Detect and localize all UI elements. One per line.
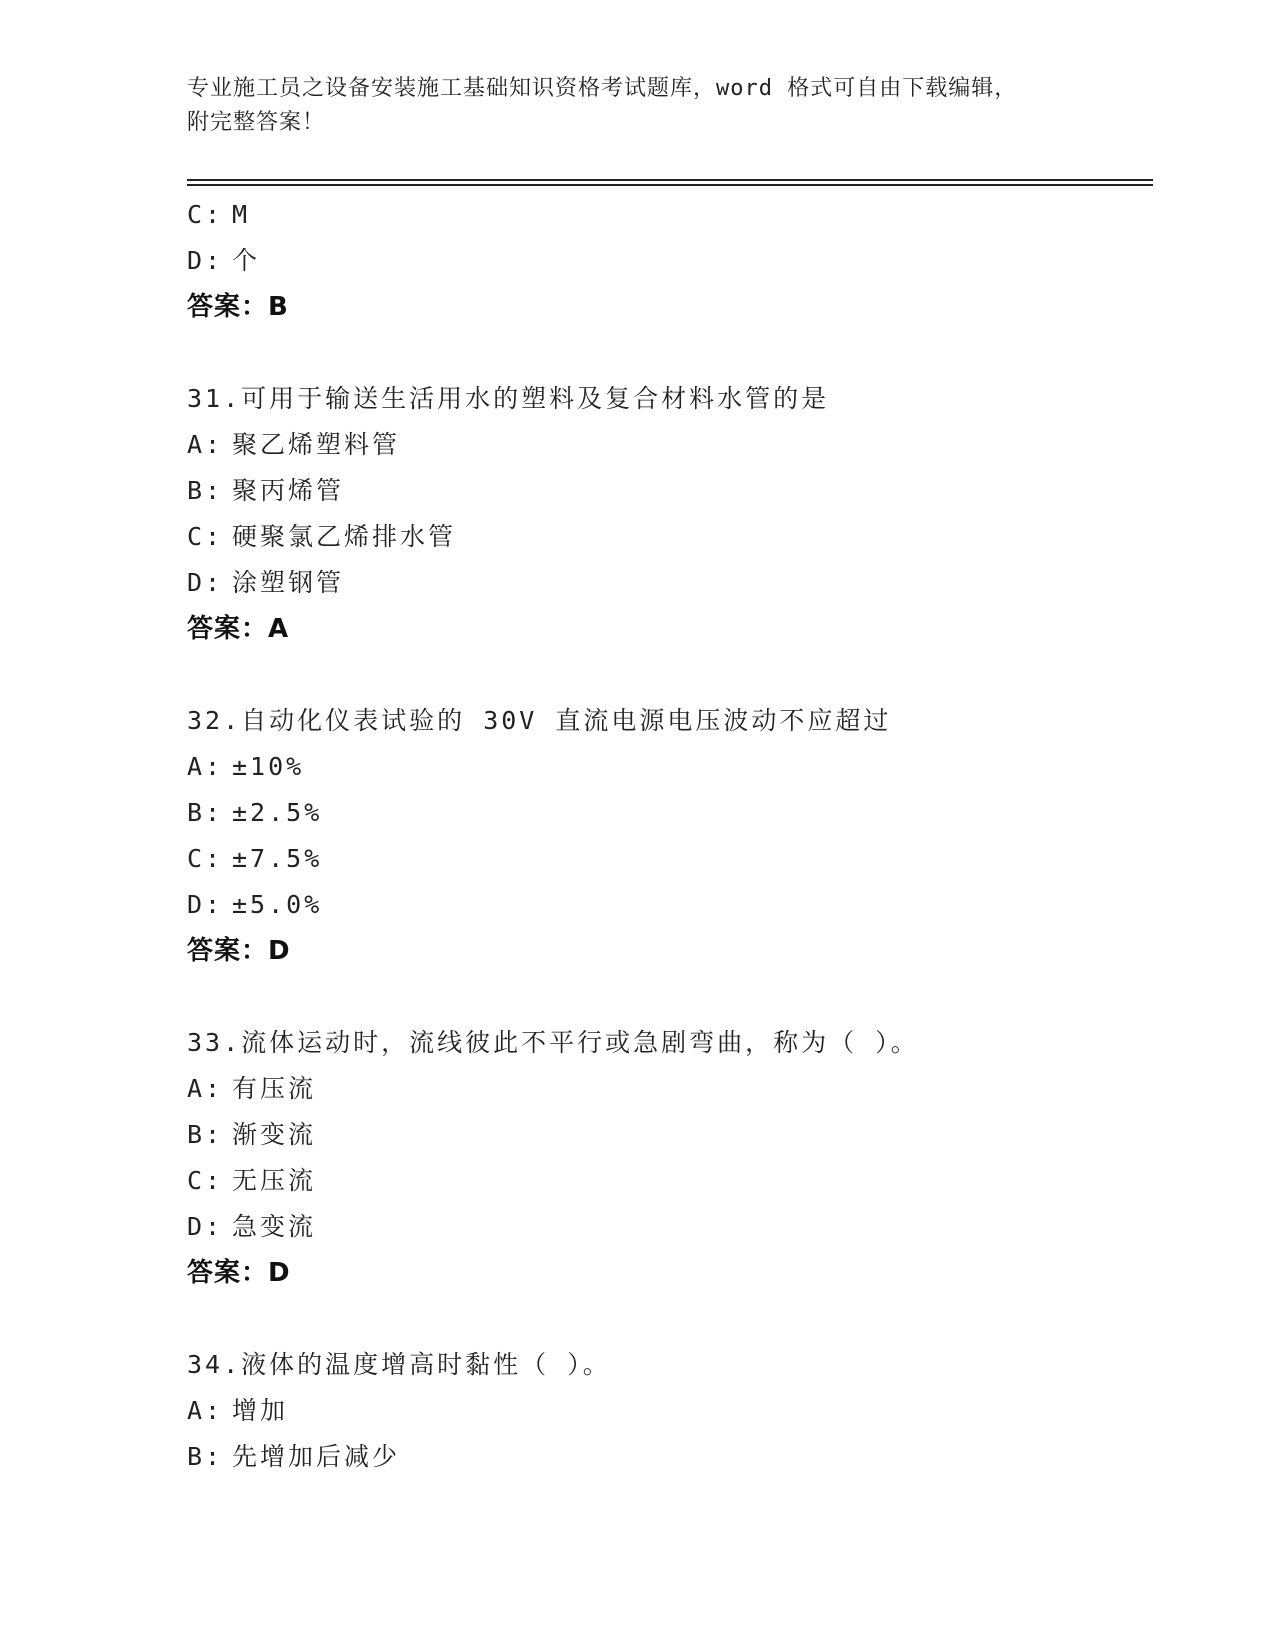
answer-line: 答案：D bbox=[187, 1258, 291, 1288]
option-text: 渐变流 bbox=[232, 1120, 317, 1149]
option-text: ±7.5% bbox=[232, 844, 323, 873]
option-row bbox=[187, 1204, 1153, 1250]
option-key: A: bbox=[187, 1396, 224, 1425]
option-key: A: bbox=[187, 1074, 224, 1103]
spacer bbox=[187, 652, 1153, 698]
option-row bbox=[187, 468, 1153, 514]
question-stem: 31.可用于输送生活用水的塑料及复合材料水管的是 bbox=[187, 384, 830, 413]
spacer bbox=[187, 1296, 1153, 1342]
header-line-1: 专业施工员之设备安装施工基础知识资格考试题库，word 格式可自由下载编辑， bbox=[187, 76, 1018, 101]
option-key: A: bbox=[187, 752, 224, 781]
option-row bbox=[187, 238, 1153, 284]
option-key: D: bbox=[187, 1212, 224, 1241]
answer-line: 答案：B bbox=[187, 292, 289, 322]
spacer bbox=[187, 330, 1153, 376]
document-header bbox=[187, 72, 1087, 140]
option-text: 急变流 bbox=[232, 1212, 317, 1241]
option-key: B: bbox=[187, 1442, 224, 1471]
option-row bbox=[187, 514, 1153, 560]
option-text: 聚乙烯塑料管 bbox=[232, 430, 401, 459]
question-stem: 34.液体的温度增高时黏性（ ）。 bbox=[187, 1350, 611, 1379]
option-key: C: bbox=[187, 1166, 224, 1195]
option-row bbox=[187, 1388, 1153, 1434]
option-row bbox=[187, 1066, 1153, 1112]
option-key: B: bbox=[187, 476, 224, 505]
option-key: A: bbox=[187, 430, 224, 459]
option-key: C: bbox=[187, 200, 224, 229]
option-row bbox=[187, 836, 1153, 882]
option-key: D: bbox=[187, 890, 224, 919]
option-key: D: bbox=[187, 568, 224, 597]
option-row bbox=[187, 790, 1153, 836]
option-key: B: bbox=[187, 1120, 224, 1149]
answer-line: 答案：A bbox=[187, 614, 290, 644]
option-text: 先增加后减少 bbox=[232, 1442, 401, 1471]
question-list bbox=[187, 192, 1153, 1480]
header-divider-bottom bbox=[187, 184, 1153, 186]
question-stem: 33.流体运动时，流线彼此不平行或急剧弯曲，称为（ ）。 bbox=[187, 1028, 919, 1057]
option-row bbox=[187, 1158, 1153, 1204]
spacer bbox=[187, 974, 1153, 1020]
option-row bbox=[187, 882, 1153, 928]
option-key: D: bbox=[187, 246, 224, 275]
option-text: ±5.0% bbox=[232, 890, 323, 919]
option-text: 无压流 bbox=[232, 1166, 317, 1195]
option-key: B: bbox=[187, 798, 224, 827]
option-text: ±2.5% bbox=[232, 798, 323, 827]
header-divider-top bbox=[187, 179, 1153, 181]
option-key: C: bbox=[187, 844, 224, 873]
option-text: 涂塑钢管 bbox=[232, 568, 345, 597]
option-key: C: bbox=[187, 522, 224, 551]
option-text: 聚丙烯管 bbox=[232, 476, 345, 505]
option-row bbox=[187, 744, 1153, 790]
option-row bbox=[187, 560, 1153, 606]
option-text: 增加 bbox=[232, 1396, 289, 1425]
header-line-2: 附完整答案！ bbox=[187, 110, 326, 135]
option-text: 硬聚氯乙烯排水管 bbox=[232, 522, 457, 551]
option-row bbox=[187, 1434, 1153, 1480]
question-stem: 32.自动化仪表试验的 30V 直流电源电压波动不应超过 bbox=[187, 706, 892, 735]
option-text: M bbox=[232, 200, 251, 229]
option-row bbox=[187, 1112, 1153, 1158]
answer-line: 答案：D bbox=[187, 936, 291, 966]
option-text: 个 bbox=[232, 246, 261, 275]
option-text: ±10% bbox=[232, 752, 305, 781]
option-row bbox=[187, 192, 1153, 238]
option-row bbox=[187, 422, 1153, 468]
option-text: 有压流 bbox=[232, 1074, 317, 1103]
